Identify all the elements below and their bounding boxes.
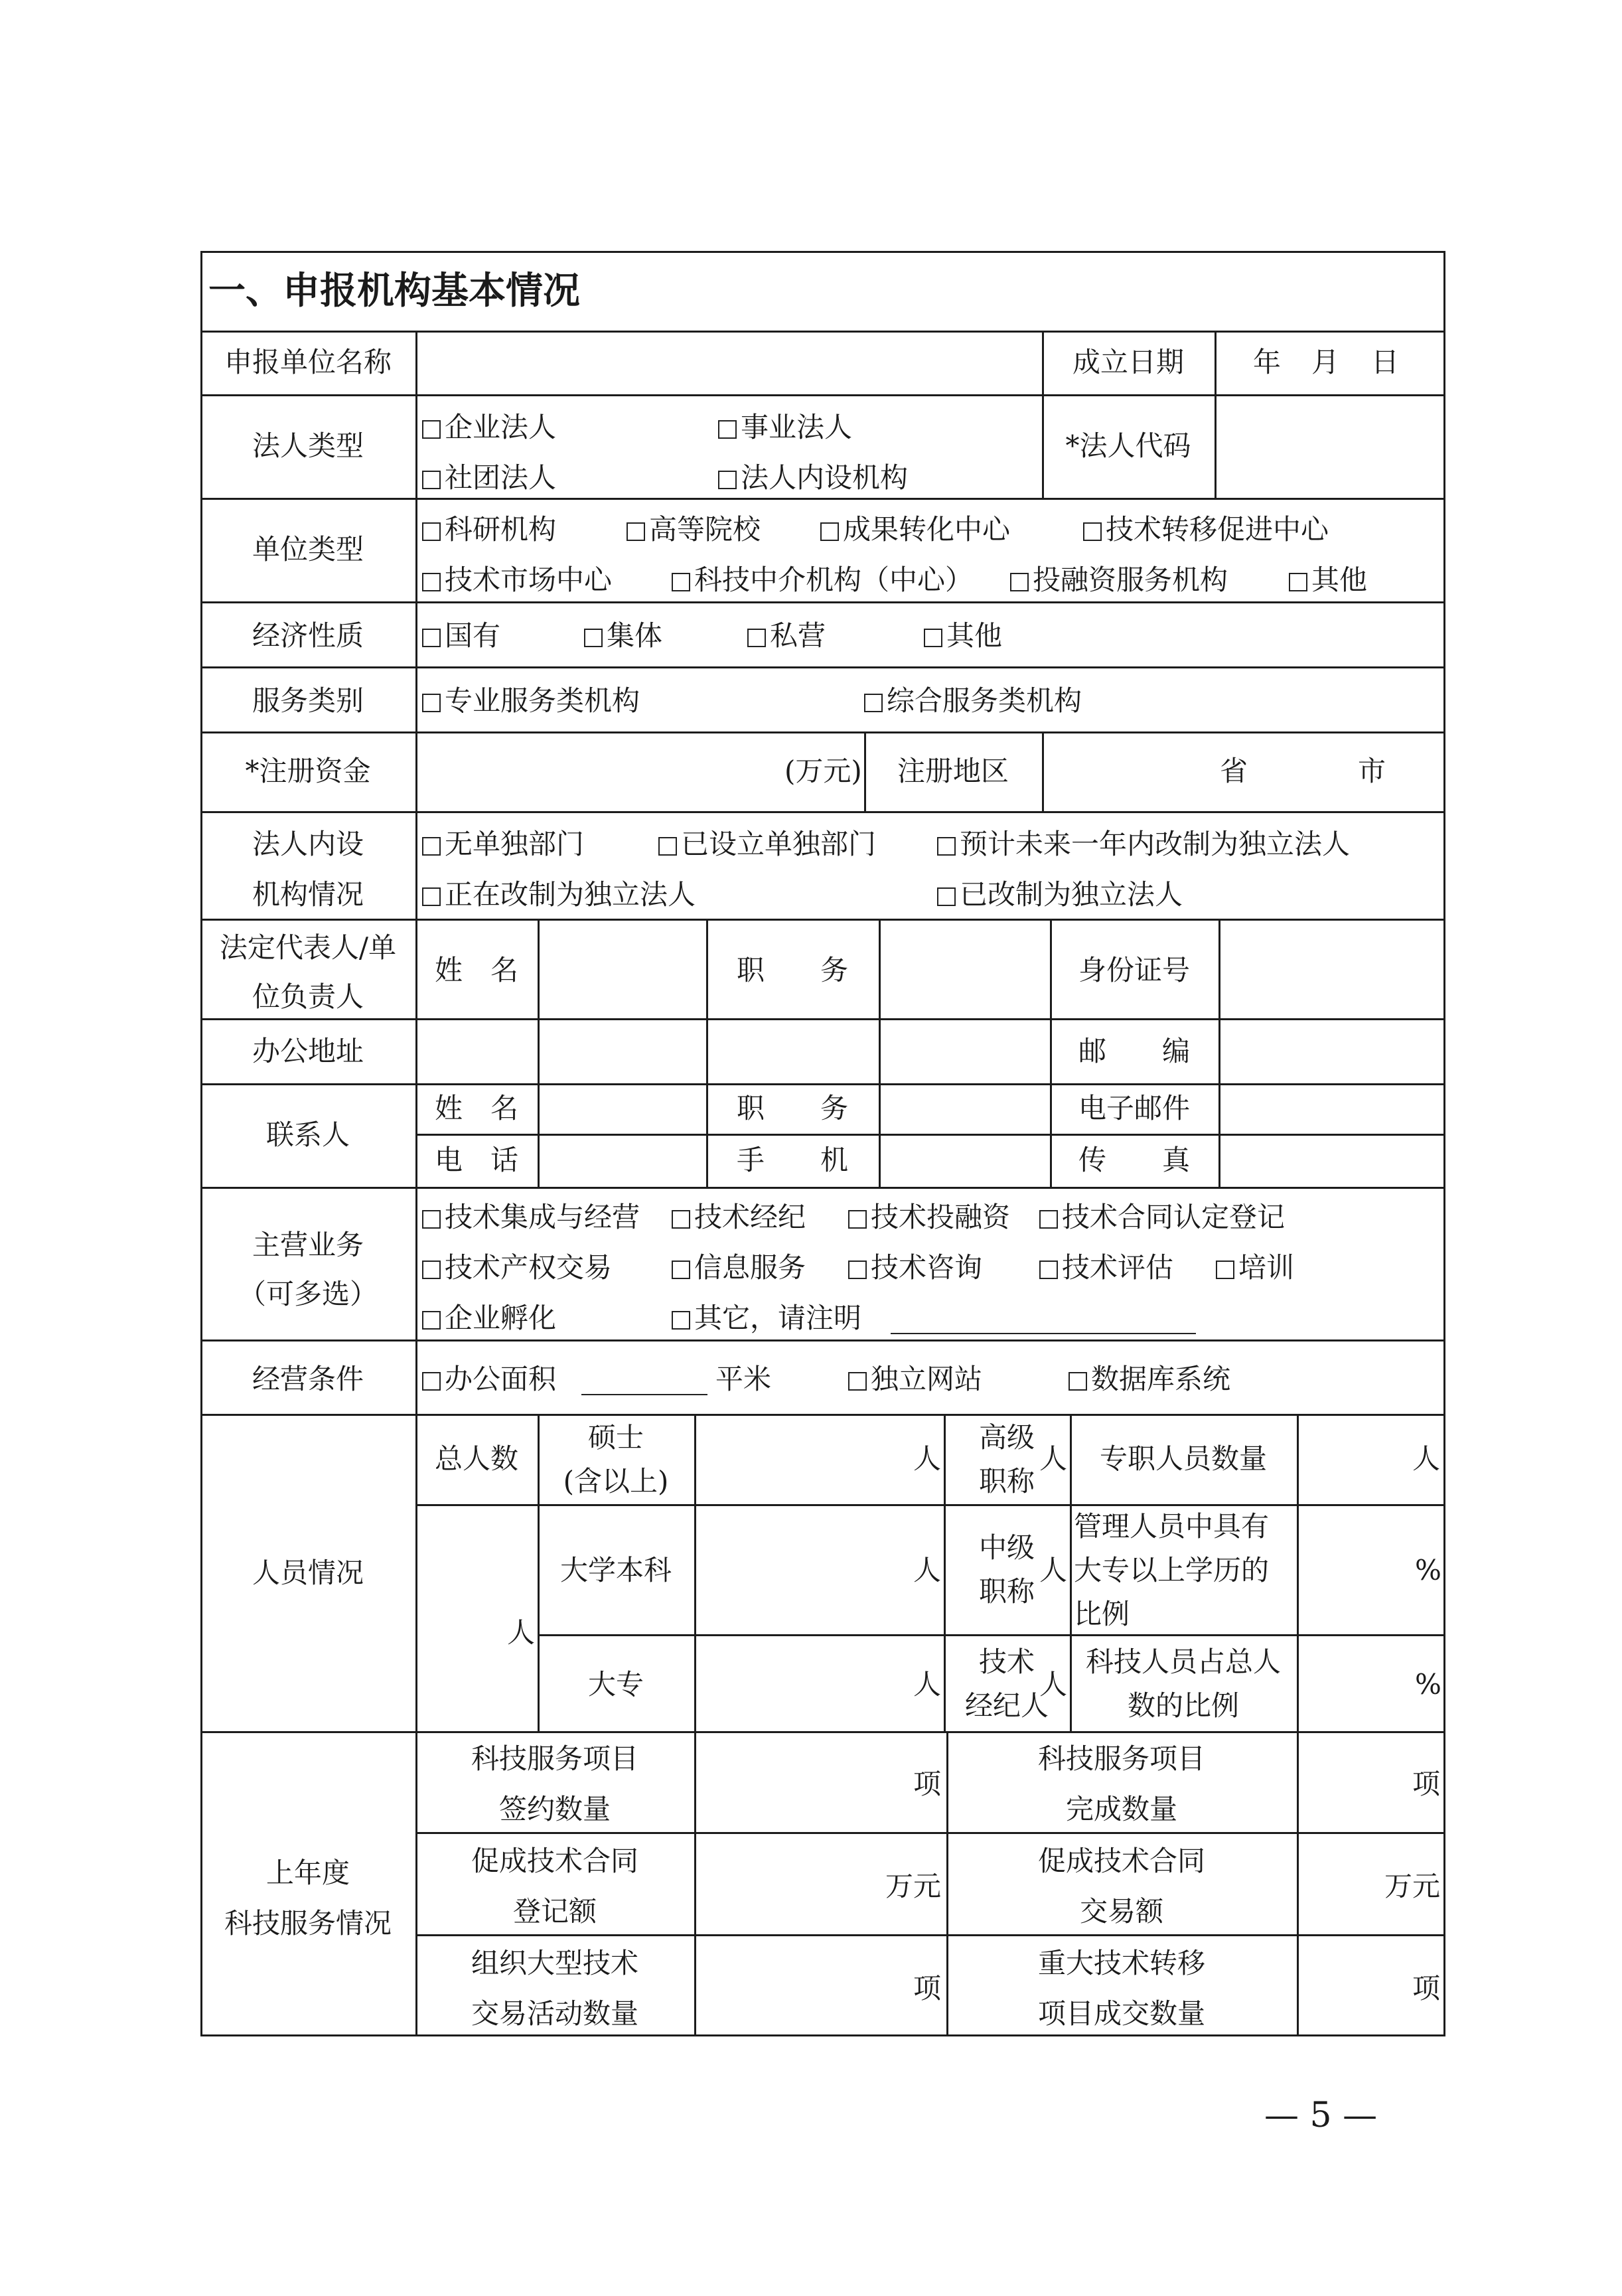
checkbox[interactable] [422, 573, 441, 591]
page-number: — 5 — [1264, 2096, 1378, 2135]
postcode-label: 邮 编 [1078, 1035, 1190, 1067]
condition-office-area[interactable] [422, 1363, 556, 1395]
option-label: 技术集成与经营 [445, 1201, 640, 1233]
business-contract-registration[interactable] [1039, 1201, 1285, 1233]
capital-label: *注册资金 [245, 755, 371, 787]
business-training[interactable] [1216, 1252, 1294, 1284]
table-rule [200, 1018, 1445, 1020]
condition-label: 经营条件 [252, 1363, 364, 1395]
option-label: 企业法人 [445, 411, 557, 443]
business-assessment[interactable] [1039, 1252, 1173, 1284]
checkbox[interactable] [1289, 573, 1307, 591]
internal-plan[interactable] [937, 828, 1350, 860]
table-rule [946, 1731, 948, 2036]
option-label: 其他 [1311, 564, 1368, 596]
option-label: 企业孵化 [445, 1302, 557, 1334]
founded-year-label: 年 [1253, 346, 1282, 378]
bachelor-unit: 人 [913, 1554, 942, 1586]
econ-label: 经济性质 [252, 619, 364, 652]
contract-deal-label-line2: 交易额 [1079, 1895, 1163, 1928]
checkbox[interactable] [1216, 1261, 1234, 1279]
capital-unit: (万元) [784, 755, 862, 787]
contract-reg-label-line1: 促成技术合同 [471, 1845, 638, 1877]
internal-label-line2: 机构情况 [252, 878, 364, 911]
econ-collective[interactable] [584, 620, 662, 652]
major-label-line1: 重大技术转移 [1037, 1947, 1205, 1979]
checkbox[interactable] [422, 1372, 441, 1391]
founded-month-label: 月 [1311, 346, 1340, 378]
checkbox[interactable] [747, 629, 766, 647]
legal-code-label: *法人代码 [1065, 429, 1191, 462]
checkbox[interactable] [672, 1311, 690, 1330]
lastyear-label-line2: 科技服务情况 [224, 1907, 392, 1940]
service-professional[interactable] [422, 685, 640, 717]
business-property-trading[interactable] [422, 1252, 612, 1284]
college-unit: 人 [913, 1668, 942, 1701]
service-comprehensive[interactable] [864, 685, 1082, 717]
option-label: 技术评估 [1062, 1251, 1174, 1284]
contract-deal-label-line1: 促成技术合同 [1037, 1845, 1205, 1877]
fulltime-unit: 人 [1412, 1442, 1441, 1475]
table-rule [200, 1083, 1445, 1085]
option-label: 科研机构 [445, 513, 557, 546]
done-unit: 项 [1412, 1768, 1441, 1800]
option-label: 技术投融资 [871, 1201, 1011, 1233]
contact-phone-label: 电 话 [434, 1144, 518, 1176]
contact-mobile-label: 手 机 [736, 1144, 848, 1176]
option-label: 事业法人 [741, 411, 853, 443]
option-label: 预计未来一年内改制为独立法人 [960, 828, 1351, 860]
total-staff-unit: 人 [507, 1616, 536, 1649]
service-label: 服务类别 [252, 684, 364, 717]
option-label: 独立网站 [871, 1363, 983, 1395]
condition-website[interactable] [848, 1363, 982, 1395]
option-label: 已改制为独立法人 [960, 878, 1183, 911]
unit-type-university[interactable] [627, 514, 761, 546]
checkbox[interactable] [718, 420, 737, 439]
unit-type-other[interactable] [1289, 564, 1367, 596]
checkbox[interactable] [422, 694, 441, 712]
table-rule [538, 919, 540, 1187]
option-label: 已设立单独部门 [681, 828, 877, 860]
table-border-top [200, 251, 1445, 253]
business-consulting[interactable] [848, 1252, 982, 1284]
business-investment[interactable] [848, 1201, 1010, 1233]
checkbox[interactable] [422, 629, 441, 647]
business-integration[interactable] [422, 1201, 640, 1233]
broker-label-line2: 经纪人 [964, 1689, 1049, 1722]
option-label: 技术转移促进中心 [1106, 513, 1329, 546]
econ-other[interactable] [924, 620, 1002, 652]
business-brokerage[interactable] [672, 1201, 806, 1233]
option-label: 集体 [607, 619, 663, 652]
mgmt-ratio-line3: 比例 [1074, 1598, 1130, 1630]
checkbox[interactable] [422, 837, 441, 856]
checkbox[interactable] [422, 1210, 441, 1229]
option-label: 技术经纪 [694, 1201, 806, 1233]
master-unit: 人 [913, 1442, 942, 1475]
events-label-line1: 组织大型技术 [471, 1947, 638, 1979]
option-label: 综合服务类机构 [887, 684, 1082, 717]
option-label: 技术产权交易 [445, 1251, 613, 1284]
checkbox[interactable] [848, 1210, 867, 1229]
contract-reg-label-line2: 登记额 [512, 1895, 597, 1928]
mgmt-ratio-line1: 管理人员中具有 [1074, 1510, 1270, 1543]
option-label: 办公面积 [445, 1363, 557, 1395]
office-area-unit: 平米 [715, 1363, 772, 1395]
checkbox[interactable] [422, 420, 441, 439]
option-label: 投融资服务机构 [1033, 564, 1228, 596]
internal-dept[interactable] [658, 828, 876, 860]
checkbox[interactable] [658, 837, 677, 856]
table-rule [200, 1414, 1445, 1416]
table-rule [694, 1414, 696, 1731]
table-rule [1218, 919, 1220, 1187]
checkbox[interactable] [672, 573, 690, 591]
unit-type-market-center[interactable] [422, 564, 612, 596]
contact-email-label: 电子邮件 [1078, 1092, 1190, 1124]
founded-day-label: 日 [1371, 346, 1400, 378]
option-label: 信息服务 [694, 1251, 806, 1284]
contact-name-label: 姓 名 [434, 1092, 518, 1124]
major-unit: 项 [1412, 1972, 1441, 2005]
legal-type-label: 法人类型 [252, 429, 364, 462]
checkbox[interactable] [937, 887, 956, 906]
econ-private[interactable] [747, 620, 826, 652]
business-sub-label: （可多选） [238, 1278, 378, 1310]
option-label: 无单独部门 [445, 828, 585, 860]
college-label: 大专 [587, 1668, 644, 1701]
major-label-line2: 项目成交数量 [1037, 1997, 1205, 2030]
checkbox[interactable] [1010, 573, 1029, 591]
checkbox[interactable] [422, 1261, 441, 1279]
option-label: 高等院校 [649, 513, 761, 546]
legal-type-institution[interactable] [718, 412, 852, 443]
section-title: 一、申报机构基本情况 [208, 269, 580, 313]
business-incubation[interactable] [422, 1302, 556, 1334]
table-rule [200, 1339, 1445, 1341]
checkbox[interactable] [937, 837, 956, 856]
internal-done[interactable] [937, 879, 1183, 911]
checkbox[interactable] [848, 1372, 867, 1391]
broker-label-line1: 技术 [978, 1645, 1035, 1678]
table-rule [200, 1731, 1445, 1733]
region-city: 市 [1358, 755, 1386, 787]
table-rule [200, 601, 1445, 603]
option-label: 其它，请注明 [694, 1302, 862, 1334]
mgmt-ratio-unit: % [1415, 1554, 1441, 1586]
checkbox[interactable] [422, 1311, 441, 1330]
checkbox[interactable] [924, 629, 942, 647]
checkbox[interactable] [422, 471, 441, 489]
sci-ratio-unit: % [1415, 1668, 1441, 1701]
events-unit: 项 [913, 1972, 942, 2005]
option-label: 成果转化中心 [843, 513, 1011, 546]
checkbox[interactable] [718, 471, 737, 489]
option-label: 社团法人 [445, 461, 557, 494]
option-label: 国有 [445, 619, 501, 652]
address-label: 办公地址 [252, 1035, 364, 1067]
done-label-line1: 科技服务项目 [1037, 1742, 1205, 1775]
senior-unit: 人 [1039, 1442, 1068, 1475]
option-label: 技术咨询 [871, 1251, 983, 1284]
sci-ratio-line2: 数的比例 [1127, 1689, 1239, 1722]
checkbox[interactable] [1069, 1372, 1087, 1391]
table-rule [415, 1504, 1445, 1506]
table-rule [415, 1134, 1445, 1136]
checkbox[interactable] [1039, 1210, 1058, 1229]
contact-label: 联系人 [265, 1118, 350, 1151]
unit-name-label: 申报单位名称 [224, 346, 392, 378]
table-rule [200, 919, 1445, 921]
rep-position-label: 职 务 [736, 954, 848, 986]
region-province: 省 [1220, 755, 1248, 787]
legal-type-association[interactable] [422, 462, 556, 494]
table-rule [944, 1414, 946, 1731]
checkbox[interactable] [422, 522, 441, 541]
business-label: 主营业务 [252, 1229, 364, 1261]
option-label: 法人内设机构 [741, 461, 909, 494]
checkbox[interactable] [672, 1210, 690, 1229]
checkbox[interactable] [864, 694, 883, 712]
unit-type-transfer-center[interactable] [820, 514, 1010, 546]
option-label: 其他 [946, 619, 1003, 652]
rep-label-line2: 位负责人 [252, 980, 364, 1013]
senior-title-line2: 职称 [978, 1465, 1035, 1497]
lastyear-label-line1: 上年度 [265, 1857, 350, 1889]
internal-label-line1: 法人内设 [252, 828, 364, 860]
signed-unit: 项 [913, 1768, 942, 1800]
option-label: 科技中介机构（中心） [694, 564, 974, 596]
region-label: 注册地区 [897, 755, 1009, 787]
middle-unit: 人 [1039, 1554, 1068, 1586]
option-label: 培训 [1238, 1251, 1295, 1284]
master-label-line1: 硕士 [587, 1421, 644, 1454]
signed-label-line2: 签约数量 [498, 1793, 611, 1825]
internal-none[interactable] [422, 828, 584, 860]
bachelor-label: 大学本科 [559, 1554, 672, 1586]
table-rule [415, 331, 417, 2036]
checkbox[interactable] [422, 887, 441, 906]
contract-reg-unit: 万元 [885, 1870, 942, 1902]
option-label: 私营 [770, 619, 826, 652]
business-info-service[interactable] [672, 1252, 806, 1284]
checkbox[interactable] [627, 522, 645, 541]
table-rule [1215, 331, 1216, 498]
table-rule [200, 811, 1445, 813]
broker-unit: 人 [1039, 1668, 1068, 1701]
table-rule [200, 331, 1445, 333]
contract-deal-unit: 万元 [1384, 1870, 1441, 1902]
senior-title-line1: 高级 [978, 1421, 1035, 1454]
application-form-table [200, 251, 1445, 2036]
staff-label: 人员情况 [252, 1557, 364, 1589]
table-rule [1042, 731, 1044, 811]
table-border-right [1443, 251, 1445, 2036]
table-rule [200, 666, 1445, 668]
legal-type-internal[interactable] [718, 462, 908, 494]
business-other[interactable] [672, 1302, 861, 1334]
table-rule [1297, 1414, 1299, 1731]
table-rule [694, 1731, 696, 2036]
events-label-line2: 交易活动数量 [471, 1997, 638, 2030]
total-staff-label: 总人数 [434, 1442, 518, 1475]
table-rule [200, 731, 1445, 733]
office-area-underline[interactable] [581, 1394, 707, 1395]
contact-position-label: 职 务 [736, 1092, 848, 1124]
mgmt-ratio-line2: 大专以上学历的 [1074, 1554, 1270, 1586]
econ-state[interactable] [422, 620, 500, 652]
fulltime-label: 专职人员数量 [1099, 1442, 1267, 1475]
checkbox[interactable] [584, 629, 603, 647]
option-label: 技术市场中心 [445, 564, 613, 596]
table-rule [1297, 1731, 1299, 2036]
table-rule [538, 1634, 1445, 1636]
unit-type-promotion-center[interactable] [1083, 514, 1329, 546]
checkbox[interactable] [848, 1261, 867, 1279]
rep-name-label: 姓 名 [434, 954, 518, 986]
checkbox[interactable] [1039, 1261, 1058, 1279]
rep-label-line1: 法定代表人/单 [219, 931, 397, 964]
condition-database[interactable] [1069, 1363, 1230, 1395]
table-rule [200, 498, 1445, 500]
unit-type-label: 单位类型 [252, 533, 364, 566]
checkbox[interactable] [1083, 522, 1102, 541]
table-rule [415, 1934, 1445, 1936]
option-label: 专业服务类机构 [445, 684, 640, 717]
middle-title-line1: 中级 [978, 1531, 1035, 1564]
table-rule [415, 1832, 1445, 1834]
checkbox[interactable] [820, 522, 839, 541]
legal-type-enterprise[interactable] [422, 412, 556, 443]
option-label: 正在改制为独立法人 [445, 878, 696, 911]
option-label: 数据库系统 [1091, 1363, 1231, 1395]
sci-ratio-line1: 科技人员占总人 [1085, 1645, 1281, 1678]
table-rule [200, 394, 1445, 396]
checkbox[interactable] [672, 1261, 690, 1279]
signed-label-line1: 科技服务项目 [471, 1742, 638, 1775]
rep-id-label: 身份证号 [1078, 954, 1190, 986]
internal-in-progress[interactable] [422, 879, 696, 911]
table-rule [879, 919, 881, 1187]
option-label: 技术合同认定登记 [1062, 1201, 1286, 1233]
table-border-bottom [200, 2034, 1445, 2036]
contact-fax-label: 传 真 [1078, 1144, 1190, 1176]
founded-date-label: 成立日期 [1072, 346, 1184, 378]
master-label-line2: (含以上) [563, 1465, 669, 1497]
unit-type-intermediary[interactable] [672, 564, 973, 596]
table-rule [200, 1187, 1445, 1189]
done-label-line2: 完成数量 [1065, 1793, 1177, 1825]
unit-type-investment[interactable] [1010, 564, 1228, 596]
middle-title-line2: 职称 [978, 1575, 1035, 1608]
business-other-underline[interactable] [891, 1333, 1196, 1334]
unit-type-research[interactable] [422, 514, 556, 546]
